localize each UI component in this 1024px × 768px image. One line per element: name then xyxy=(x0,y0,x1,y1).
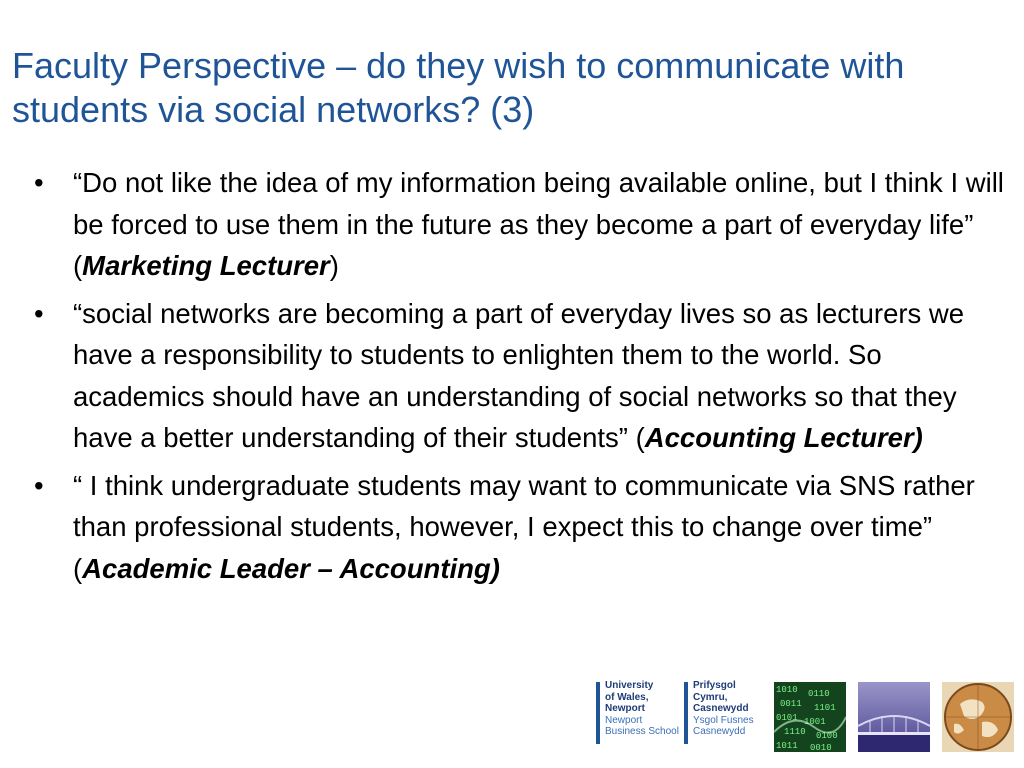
university-logo-english xyxy=(596,680,681,750)
logo-line: of Wales, xyxy=(605,691,649,703)
svg-text:1001: 1001 xyxy=(804,717,826,727)
speaker-role: Accounting Lecturer) xyxy=(644,422,923,453)
speaker-role: Marketing Lecturer xyxy=(82,250,330,281)
bullet-dot-icon: • xyxy=(34,469,44,501)
logo-line: University xyxy=(605,680,654,691)
svg-text:0101: 0101 xyxy=(776,713,798,723)
list-item xyxy=(34,162,1009,287)
digital-code-image xyxy=(774,682,846,752)
logo-line: Cymru, xyxy=(693,691,728,703)
bullet-dot-icon: • xyxy=(34,297,44,329)
quote-text: “Do not like the idea of my information being available online, but I think I will be forced to use them in the future as they become a part of everyday life” ( xyxy=(73,167,1004,281)
logo-line: Newport xyxy=(605,703,645,714)
logo-line: Casnewydd xyxy=(693,726,746,737)
logo-bar xyxy=(684,682,688,744)
list-item xyxy=(34,293,1009,459)
logo-bar xyxy=(596,682,600,744)
svg-text:1110: 1110 xyxy=(784,727,806,737)
logo-line: Newport xyxy=(605,714,643,726)
quote-list xyxy=(34,162,1009,595)
svg-text:1011: 1011 xyxy=(776,741,798,751)
logo-line: Casnewydd xyxy=(693,703,749,714)
footer-logos xyxy=(596,680,1016,760)
quote-text: “ I think undergraduate students may want to communicate via SNS rather than professional students, however, I expect this to change over time” ( xyxy=(73,469,975,584)
logo-line: Prifysgol xyxy=(693,680,736,691)
logo-line: Ysgol Fusnes xyxy=(693,714,754,726)
quote-close: ) xyxy=(329,250,339,281)
logo-line: Business School xyxy=(605,726,679,737)
bullet-dot-icon: • xyxy=(34,167,44,198)
bridge-photo-image xyxy=(858,682,930,752)
quote-text: “social networks are becoming a part of everyday lives so as lecturers we have a responsibility to students to enlighten them to the world. So academics should have an understanding of social networks so that they have a better understanding of their students” ( xyxy=(73,297,965,453)
university-logo-welsh xyxy=(684,680,764,750)
svg-text:0011: 0011 xyxy=(780,699,802,709)
speaker-role: Academic Leader – Accounting) xyxy=(82,552,500,584)
svg-text:1010: 1010 xyxy=(776,685,798,695)
list-item xyxy=(34,465,1009,590)
svg-text:0010: 0010 xyxy=(810,743,832,752)
svg-text:0100: 0100 xyxy=(816,731,838,741)
svg-text:0110: 0110 xyxy=(808,689,830,699)
svg-text:1101: 1101 xyxy=(814,703,836,713)
slide-title: Faculty Perspective – do they wish to communicate with students via social networks? (3) xyxy=(12,45,905,130)
globe-map-image xyxy=(942,682,1014,752)
